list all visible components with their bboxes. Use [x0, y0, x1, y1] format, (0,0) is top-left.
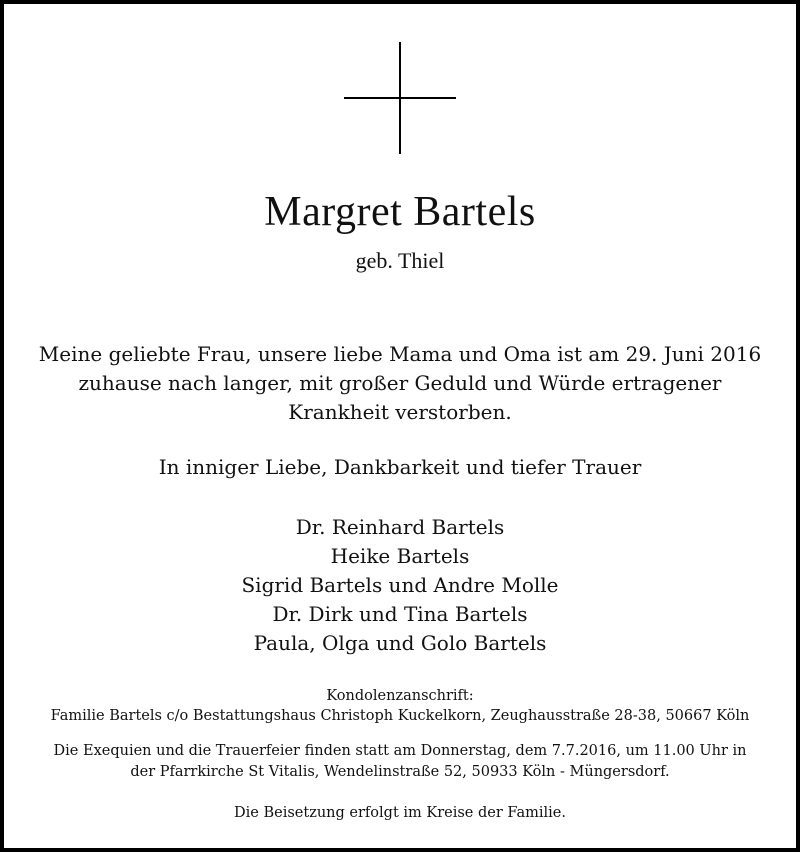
cross-horizontal-bar — [344, 97, 456, 99]
family-member-3: Sigrid Bartels und Andre Molle — [241, 573, 559, 597]
announcement-line-1: Meine geliebte Frau, unsere liebe Mama und Oma ist am 29. Juni 2016 — [38, 342, 762, 366]
ceremony-line-1: Die Exequien und die Trauerfeier finden statt am Donnerstag, dem 7.7.2016, um 11.00 Uhr in — [53, 743, 747, 759]
announcement-line-3: Krankheit verstorben. — [288, 400, 512, 424]
grief-line: In inniger Liebe, Dankbarkeit und tiefer Trauer — [158, 455, 642, 479]
family-member-2: Heike Bartels — [330, 544, 470, 568]
burial-note: Die Beisetzung erfolgt im Kreise der Familie. — [234, 805, 566, 821]
family-member-5: Paula, Olga und Golo Bartels — [253, 631, 547, 655]
condolence-address: Familie Bartels c/o Bestattungshaus Christoph Kuckelkorn, Zeughausstraße 28-38, 50667 Köln — [50, 708, 750, 724]
cross-icon — [344, 42, 456, 154]
family-member-1: Dr. Reinhard Bartels — [295, 515, 505, 539]
deceased-name: Margret Bartels — [264, 189, 536, 235]
ceremony-line-2: der Pfarrkirche St Vitalis, Wendelinstraße 52, 50933 Köln - Müngersdorf. — [130, 764, 670, 780]
family-member-4: Dr. Dirk und Tina Bartels — [272, 602, 528, 626]
condolence-label: Kondolenzanschrift: — [326, 688, 474, 704]
maiden-name: geb. Thiel — [355, 248, 445, 273]
announcement-line-2: zuhause nach langer, mit großer Geduld und Würde ertragener — [78, 371, 722, 395]
